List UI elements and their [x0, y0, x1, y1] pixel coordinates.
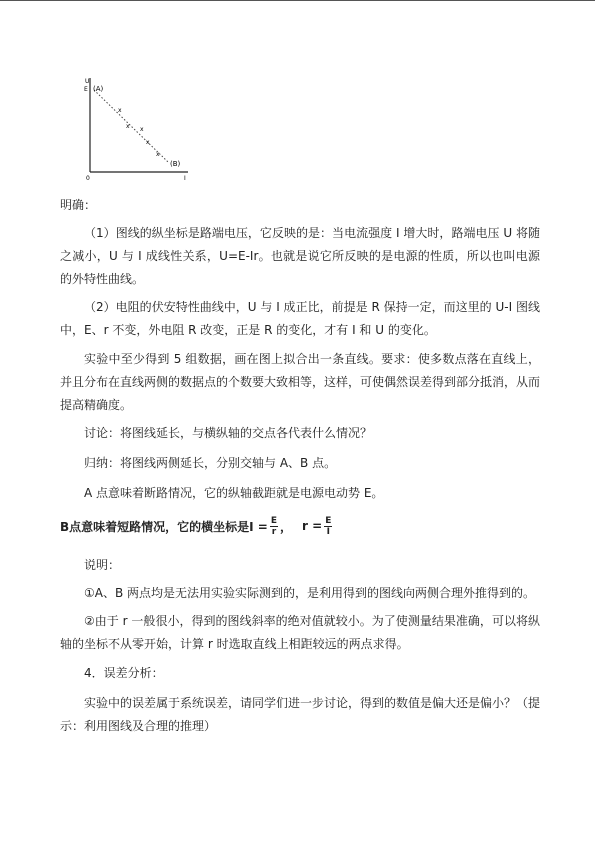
- top-rule: [0, 0, 595, 1]
- y-axis-label: U: [85, 78, 90, 85]
- data-point-1: x: [118, 107, 122, 114]
- formula-separator: ，: [280, 519, 293, 534]
- mingque-heading: 明确：: [60, 198, 97, 212]
- paragraph-1: （1）图线的纵坐标是路端电压，它反映的是：当电流强度 I 增大时，路端电压 U 将随之减小，U 与 I 成线性关系，U=E-Ir。也就是说它所反映的是电源的性质，所以也叫电源的外特性曲线。: [60, 226, 540, 286]
- paragraph-2: （2）电阻的伏安特性曲线中，U 与 I 成正比，前提是 R 保持一定，而这里的 U-I 图线中，E、r 不变，外电阻 R 改变，正是 R 的变化，才有 I 和 U 的变化。: [60, 300, 540, 337]
- formula-text: B点意味着短路情况，它的横坐标是I =: [60, 519, 268, 534]
- fraction-current-numerator: E: [270, 515, 278, 526]
- origin-label: 0: [86, 175, 90, 182]
- data-point-5: x: [156, 151, 160, 158]
- paragraph-7: ①A、B 两点均是无法用实验实际测到的，是利用得到的图线向两侧合理外推得到的。: [84, 586, 536, 600]
- fraction-current-denominator: r: [271, 526, 277, 537]
- shuoming-heading: 说明：: [84, 558, 121, 572]
- y-axis-sub-label: E: [84, 86, 88, 93]
- short-circuit-formula: [60, 512, 360, 540]
- data-point-4: x: [146, 139, 150, 146]
- paragraph-5: 归纳：将图线两侧延长，分别交轴与 A、B 点。: [84, 456, 337, 470]
- point-a-label: (A): [93, 85, 104, 93]
- data-point-3: x: [140, 126, 144, 133]
- formula-r-text: r =: [302, 519, 323, 533]
- paragraph-6: A 点意味着断路情况，它的纵轴截距就是电源电动势 E。: [84, 486, 384, 500]
- fraction-resistance-denominator: I: [326, 526, 330, 537]
- data-point-2: x: [126, 123, 130, 130]
- fraction-resistance: [324, 516, 332, 537]
- point-b-label: (B): [170, 160, 181, 168]
- x-axis-label: I: [184, 175, 186, 182]
- u-i-graph-svg: [80, 74, 192, 184]
- fraction-current: [270, 516, 278, 537]
- u-i-graph: [80, 74, 192, 184]
- paragraph-3: 实验中至少得到 5 组数据，画在图上拟合出一条直线。要求：使多数点落在直线上，并且分布在直线两侧的数据点的个数要大致相等，这样，可使偶然误差得到部分抵消，从而提高精确度。: [60, 352, 541, 412]
- fraction-resistance-numerator: E: [325, 515, 332, 526]
- paragraph-4: 讨论：将图线延长，与横纵轴的交点各代表什么情况？: [84, 426, 373, 440]
- paragraph-8: ②由于 r 一般很小，得到的图线斜率的绝对值就较小。为了使测量结果准确，可以将纵轴的坐标不从零开始，计算 r 时选取直线上相距较远的两点求得。: [60, 614, 540, 651]
- section-4-heading: 4．误差分析：: [84, 666, 164, 680]
- paragraph-10: 实验中的误差属于系统误差，请同学们进一步讨论，得到的数值是偏大还是偏小？（提示：利用图线及合理的推理）: [60, 696, 541, 733]
